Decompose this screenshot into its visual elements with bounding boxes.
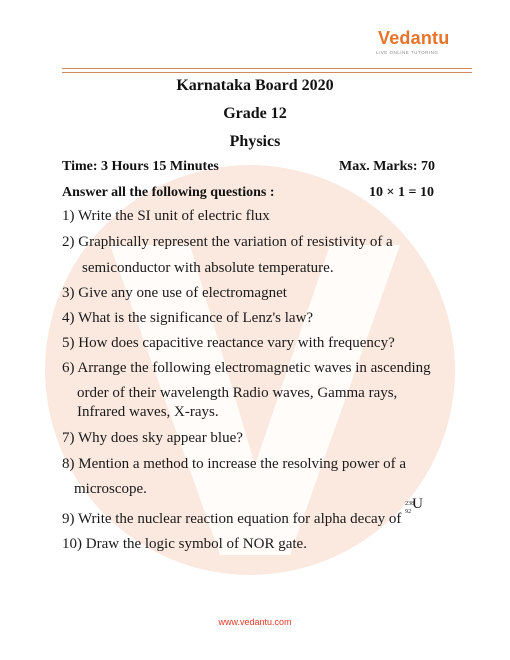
isotope-atomic-number: 92 (405, 509, 412, 515)
header-rule-bottom (62, 72, 472, 73)
uranium-isotope (405, 496, 423, 523)
question-3: 3) Give any one use of electromagnet (62, 285, 287, 301)
question-4: 4) What is the significance of Lenz's law? (62, 310, 314, 326)
question-6-line-2: order of their wavelength Radio waves, Gamma rays, (77, 385, 398, 401)
logo-wordmark: Vedantu (378, 28, 450, 48)
question-8-line-1: 8) Mention a method to increase the resolving power of a (62, 456, 407, 472)
isotope-symbol: U (412, 496, 423, 512)
footer-url[interactable]: www.vedantu.com (218, 617, 292, 627)
question-6-line-3: Infrared waves, X-rays. (77, 404, 219, 420)
instruction: Answer all the following questions : (62, 185, 275, 200)
question-2-line-2: semiconductor with absolute temperature. (82, 260, 334, 276)
question-9 (62, 496, 423, 528)
header-rule-top (62, 68, 472, 69)
logo-tagline: LIVE ONLINE TUTORING (376, 50, 439, 55)
marks-scheme: 10 × 1 = 10 (369, 185, 434, 200)
question-5: 5) How does capacitive reactance vary with frequency? (62, 335, 395, 351)
question-6-line-1: 6) Arrange the following electromagnetic waves in ascending (62, 360, 431, 376)
isotope-mass-number: 238 (405, 501, 415, 507)
board-title: Karnataka Board 2020 (176, 77, 334, 94)
question-2-line-1: 2) Graphically represent the variation of resistivity of a (62, 234, 393, 250)
question-7: 7) Why does sky appear blue? (62, 430, 243, 446)
question-8-line-2: microscope. (74, 481, 147, 497)
vedantu-logo[interactable] (372, 28, 472, 62)
max-marks: Max. Marks: 70 (339, 159, 436, 174)
grade-title: Grade 12 (223, 105, 287, 122)
time-allowed: Time: 3 Hours 15 Minutes (62, 159, 219, 174)
subject-title: Physics (229, 133, 281, 150)
question-10: 10) Draw the logic symbol of NOR gate. (62, 536, 307, 552)
question-1: 1) Write the SI unit of electric flux (62, 208, 270, 224)
question-9-text: 9) Write the nuclear reaction equation for alpha decay of (62, 511, 402, 527)
